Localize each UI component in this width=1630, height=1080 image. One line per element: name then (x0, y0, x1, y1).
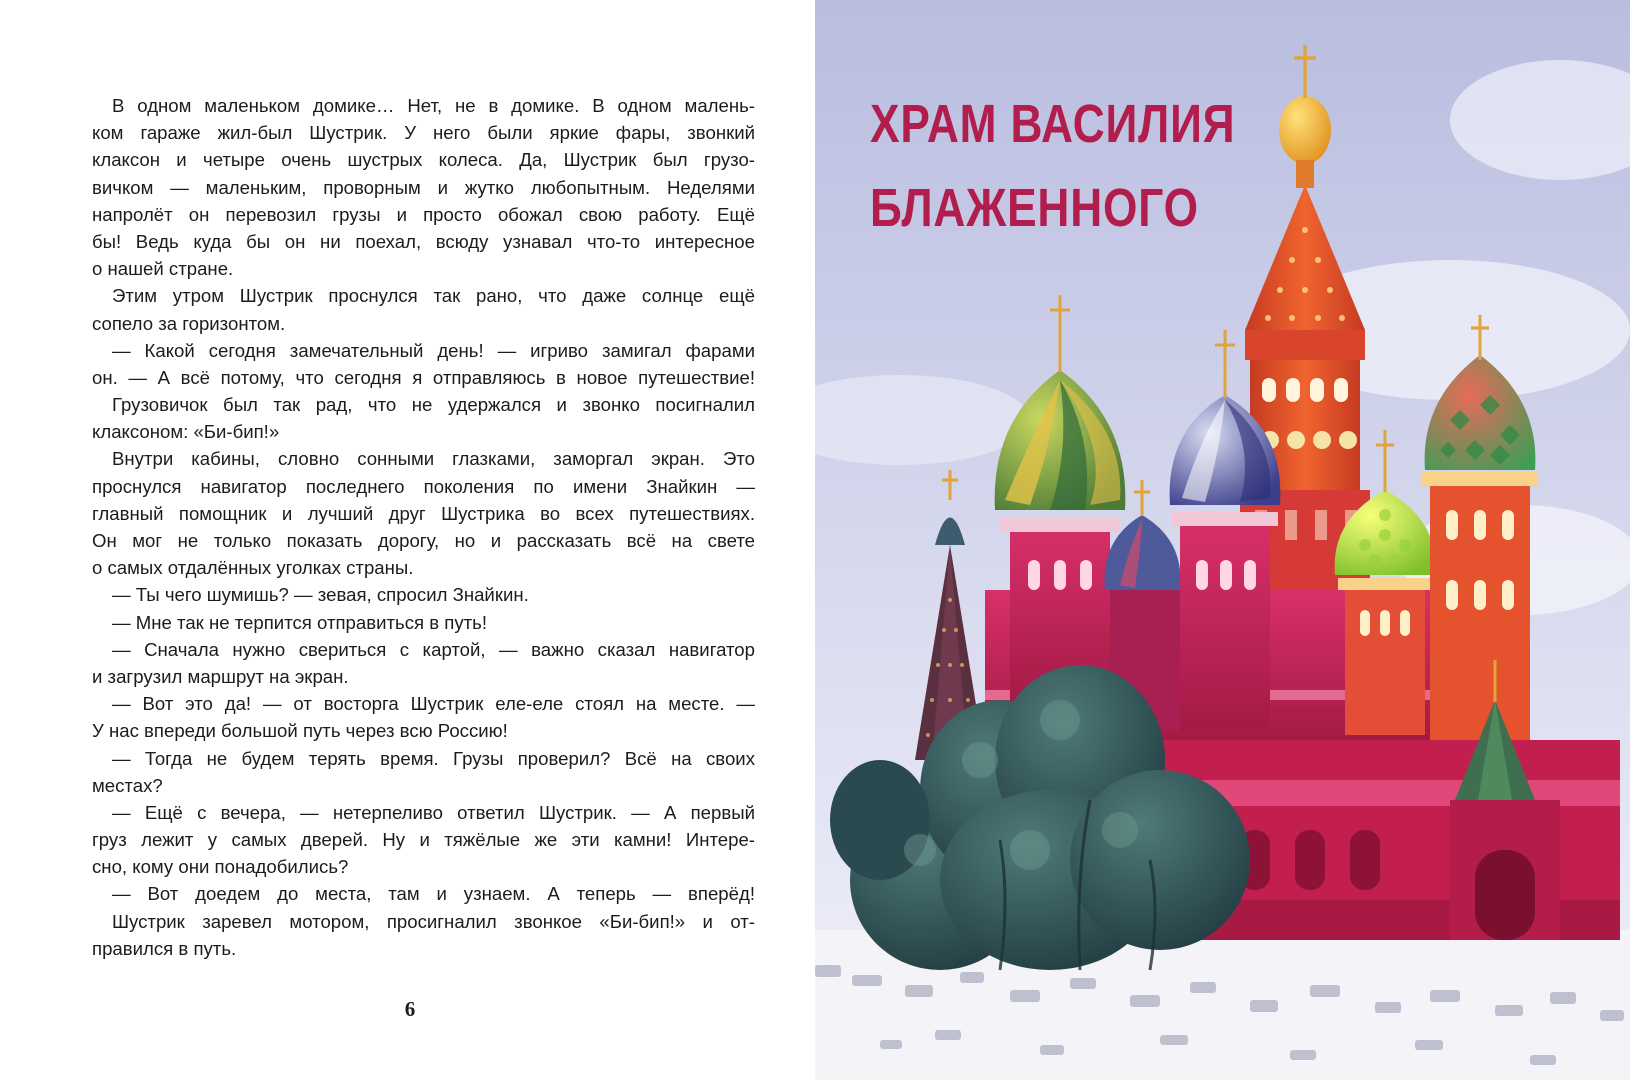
text-line: У нас впереди большой путь через всю Россию! (92, 720, 508, 742)
text-line: о нашей стране. (92, 258, 234, 280)
text-line: — Мне так не терпится отправиться в путь! (112, 611, 488, 633)
text-line: местах? (92, 774, 163, 796)
text-line: ком гараже жил-был Шустрик. У него были яркие фары, звонкий (92, 122, 755, 144)
text-line: — Ты чего шумишь? — зевая, спросил Знайкин. (112, 584, 529, 606)
text-line: сно, кому они понадобились? (92, 856, 349, 878)
text-line: Этим утром Шустрик проснулся так рано, что даже солнце ещё (112, 285, 755, 307)
text-line: — Тогда не будем терять время. Грузы проверил? Всё на своих (112, 747, 755, 769)
text-line: — Сначала нужно свериться с картой, — важно сказал навигатор (112, 638, 755, 660)
page-title (870, 82, 1236, 250)
text-line: груз лежит у самых дверей. Ну и тяжёлые же эти камни! Интере- (92, 829, 755, 851)
text-line: клаксон и четыре очень шустрых колеса. Да, Шустрик был грузо- (92, 149, 755, 171)
text-line: правился в путь. (92, 937, 237, 959)
text-line: Грузовичок был так рад, что не удержался и звонко посигналил (112, 394, 755, 416)
text-line: — Какой сегодня замечательный день! — игриво замигал фарами (112, 339, 755, 361)
text-line: клаксоном: «Би-бип!» (92, 421, 280, 443)
text-line: и загрузил маршрут на экран. (92, 665, 349, 687)
text-line: проснулся навигатор последнего поколения по имени Знайкин — (92, 475, 755, 497)
text-line: вичком — маленьким, проворным и жутко любопытным. Неделями (92, 176, 755, 198)
text-line: Он мог не только показать дорогу, но и рассказать всё на свете (92, 530, 755, 551)
page-number: 6 (404, 997, 416, 1021)
text-line: главный помощник и лучший друг Шустрика во всех путешествиях. (92, 502, 755, 524)
text-line: — Вот доедем до места, там и узнаем. А теперь — вперёд! (112, 883, 755, 905)
text-line: напролёт он перевозил грузы и просто обожал свою работу. Ещё (92, 203, 755, 225)
text-line: Внутри кабины, словно сонными глазками, заморгал экран. Это (112, 448, 755, 470)
text-line: Шустрик заревел мотором, просигналил звонкое «Би-бип!» и от- (112, 910, 755, 932)
text-line: он. — А всё потому, что сегодня я отправляюсь в новое путешествие! (92, 366, 755, 388)
text-line: — Вот это да! — от восторга Шустрик еле-еле стоял на месте. — (112, 693, 755, 715)
title-line-1: ХРАМ ВАСИЛИЯ (870, 94, 1236, 154)
text-line: о самых отдалённых уголках страны. (92, 557, 414, 579)
title-line-2: БЛАЖЕННОГО (870, 178, 1199, 238)
story-text (92, 92, 755, 962)
text-line: — Ещё с вечера, — нетерпеливо ответил Шустрик. — А первый (112, 801, 755, 823)
text-line: В одном маленьком домике… Нет, не в домике. В одном малень- (112, 95, 755, 116)
text-line: сопело за горизонтом. (92, 312, 286, 334)
text-line: бы! Ведь куда бы он ни поехал, всюду узнавал что-то интересное (92, 230, 755, 252)
